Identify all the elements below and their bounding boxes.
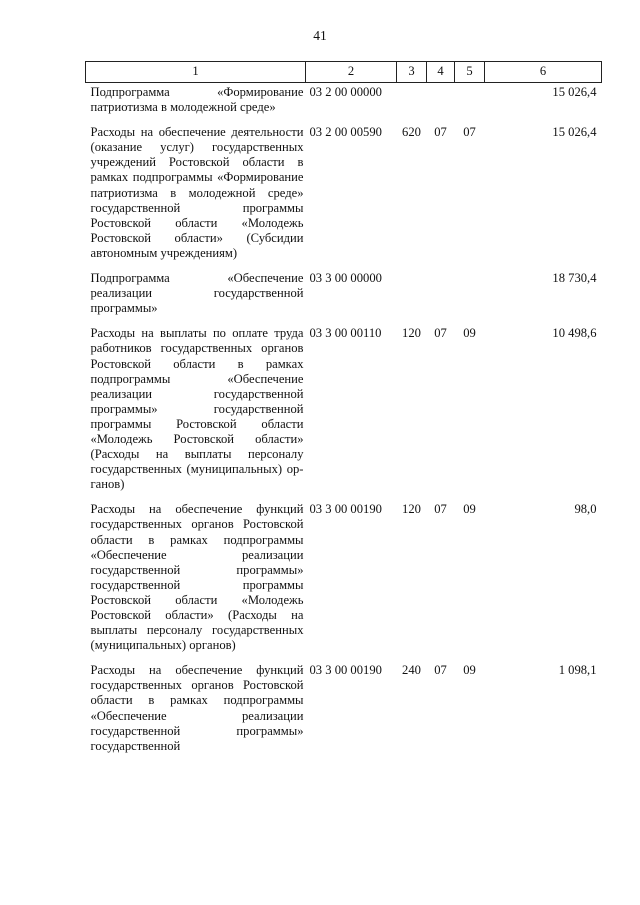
- table-row: [86, 123, 602, 269]
- table-row: [86, 269, 602, 324]
- header-col-6: 6: [485, 62, 602, 83]
- row-amount: 10 498,6: [552, 326, 597, 341]
- row-subsection: 07: [463, 125, 476, 140]
- row-target-code: 03 3 00 00110: [309, 326, 382, 341]
- budget-table: [85, 61, 602, 754]
- table-row: [86, 324, 602, 500]
- row-expense-type: [397, 269, 427, 324]
- header-col-4: 4: [427, 62, 455, 83]
- row-target-code: 03 3 00 00190: [309, 502, 382, 517]
- row-target-code: 03 3 00 00000: [309, 271, 382, 286]
- row-amount: 1 098,1: [558, 663, 597, 678]
- page-number: 41: [313, 28, 327, 43]
- row-name: Расходы на обеспечение деятельности (оказание услуг) государственных учреждений Ростовской области в рамках подпрограммы «Формирование патриотизма в молодежной среде» государственной программы Ростовской области «Молодежь Ростовской области» (Субсидии автономным учреждениям): [90, 125, 304, 260]
- table-row: [86, 83, 602, 124]
- header-col-3: 3: [397, 62, 427, 83]
- row-amount: 98,0: [574, 502, 597, 517]
- table-row: [86, 500, 602, 661]
- row-target-code: 03 2 00 00590: [309, 125, 382, 140]
- row-section: 07: [434, 663, 447, 678]
- table-row: [86, 661, 602, 754]
- row-subsection: 09: [463, 663, 476, 678]
- row-section: 07: [434, 125, 447, 140]
- row-expense-type: [397, 83, 427, 124]
- row-amount: 18 730,4: [552, 271, 597, 286]
- row-subsection: [455, 83, 485, 124]
- row-section: 07: [434, 502, 447, 517]
- header-col-1: 1: [86, 62, 306, 83]
- header-row: [86, 62, 602, 83]
- header-col-2: 2: [306, 62, 397, 83]
- row-expense-type: 240: [402, 663, 421, 678]
- row-target-code: 03 3 00 00190: [309, 663, 382, 678]
- row-subsection: [455, 269, 485, 324]
- row-section: 07: [434, 326, 447, 341]
- row-expense-type: 120: [402, 502, 421, 517]
- row-name: Подпрограмма «Обеспечение реализации государственной программы»: [90, 271, 304, 316]
- row-expense-type: 620: [402, 125, 421, 140]
- row-name: Расходы на выплаты по оплате труда работников государственных органов Ростовской области в рамках подпрограммы «Обеспечение реализации государственной программы» государственной программы Ростовской области «Молодежь Ростовской области» (Расходы на выплаты персоналу государственных (муниципальных) органов): [90, 326, 304, 492]
- header-col-5: 5: [455, 62, 485, 83]
- row-name: Расходы на обеспечение функций государственных органов Ростовской области в рамках подпрограммы «Обеспечение реализации государственной программы» государственной программы Ростовской области «Молодежь Ростовской области» (Расходы на выплаты персоналу государственных (муниципальных) органов): [90, 502, 304, 653]
- row-section: [427, 269, 455, 324]
- row-amount: 15 026,4: [552, 125, 597, 140]
- row-section: [427, 83, 455, 124]
- row-amount: 15 026,4: [552, 85, 597, 99]
- row-subsection: 09: [463, 502, 476, 517]
- row-name: Подпрограмма «Формирование патриотизма в молодежной среде»: [90, 85, 304, 115]
- row-expense-type: 120: [402, 326, 421, 341]
- row-target-code: 03 2 00 00000: [309, 85, 382, 99]
- row-subsection: 09: [463, 326, 476, 341]
- row-name: Расходы на обеспечение функций государственных органов Ростовской области в рамках подпрограммы «Обеспечение реализации государственной программы» государственной: [90, 663, 304, 753]
